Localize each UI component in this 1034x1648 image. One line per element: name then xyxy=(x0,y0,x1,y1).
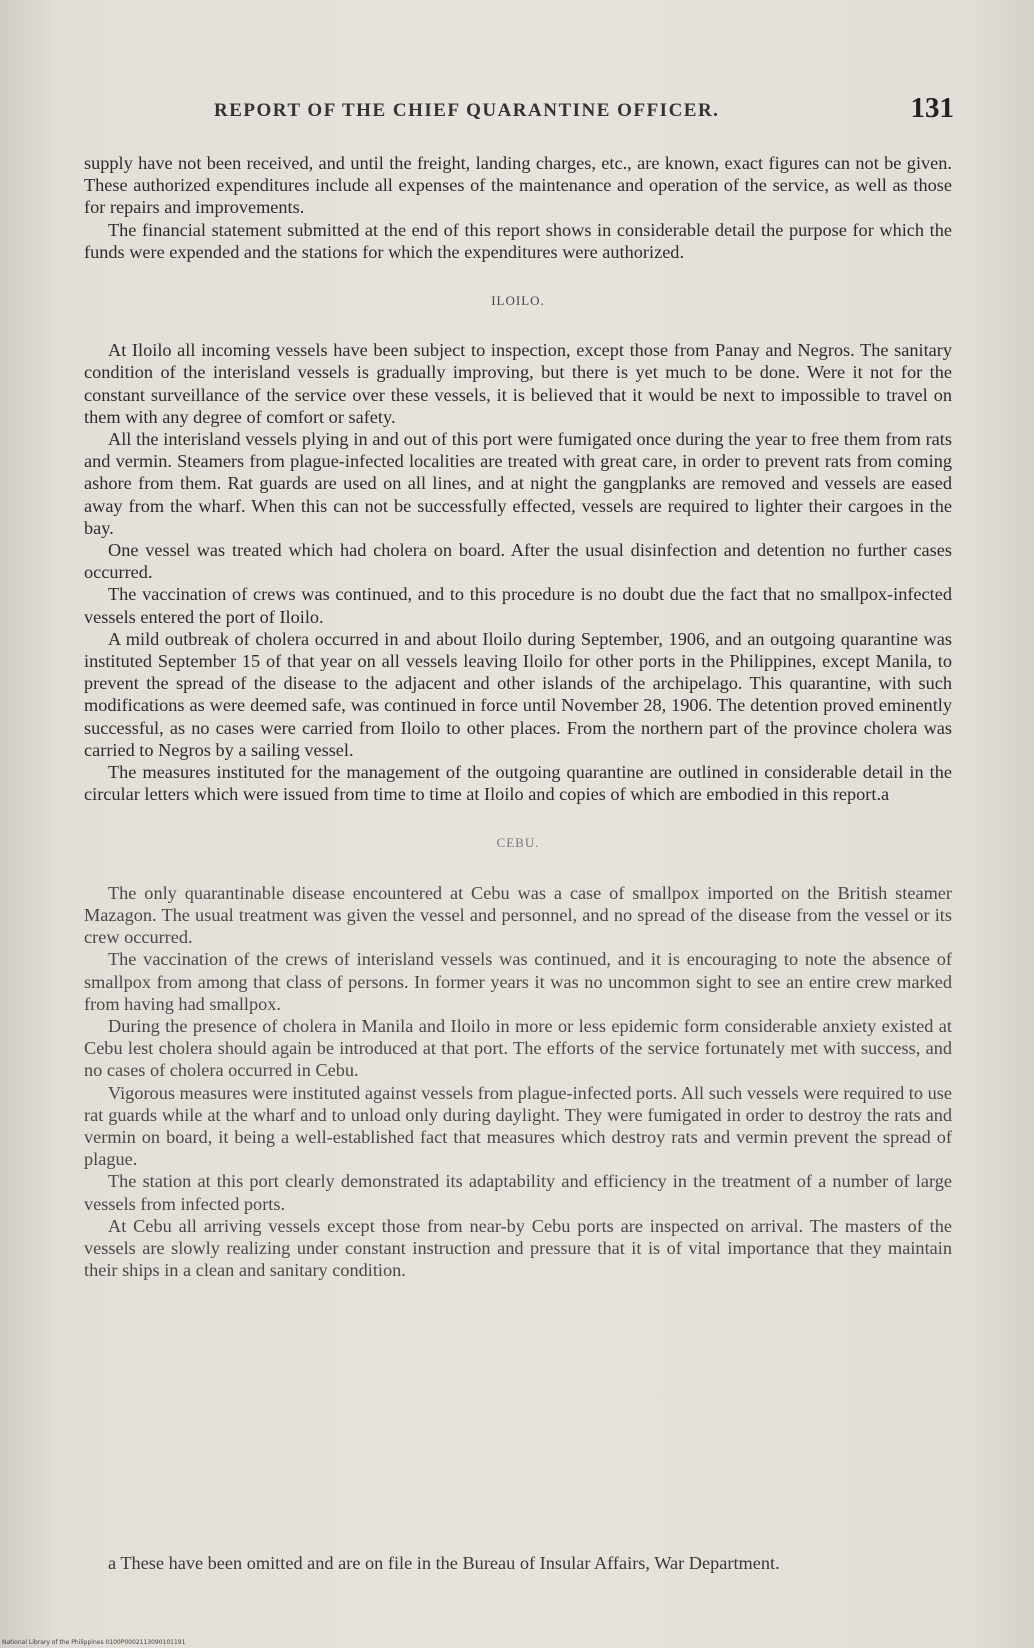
paragraph: The station at this port clearly demonstrated its adaptability and efficiency in the treatment of a number of large vessels from infected ports. xyxy=(84,1171,952,1214)
paragraph: During the presence of cholera in Manila and Iloilo in more or less epidemic form considerable anxiety existed at Cebu lest cholera should again be introduced at that port. The efforts of the service fortunately met with success, and no cases of cholera occurred in Cebu. xyxy=(84,1015,952,1081)
paragraph: The vaccination of crews was continued, and to this procedure is no doubt due the fact that no smallpox-infected vessels entered the port of Iloilo. xyxy=(84,584,952,627)
section-heading: ILOILO. xyxy=(491,293,545,309)
paragraph: A mild outbreak of cholera occurred in and about Iloilo during September, 1906, and an outgoing quarantine was instituted September 15 of that year on all vessels leaving Iloilo for other ports in the Philippines, except Manila, to prevent the spread of the disease to the adjacent and other islands of the archipelago. This quarantine, with such modifications as were deemed safe, was continued in force until November 28, 1906. The detention proved eminently successful, as no cases were carried from Iloilo to other places. From the northern part of the province cholera was carried to Negros by a sailing vessel. xyxy=(84,628,952,760)
section-iloilo xyxy=(84,290,952,805)
paragraph: Vigorous measures were instituted against vessels from plague-infected ports. All such vessels were required to use rat guards while at the wharf and to unload only during daylight. They were fumigated in order to destroy the rats and vermin on board, it being a well-established fact that measures which destroy rats and vermin prevent the spread of plague. xyxy=(84,1082,952,1170)
paragraph: The measures instituted for the management of the outgoing quarantine are outlined in considerable detail in the circular letters which were issued from time to time at Iloilo and copies of which are embodied in this report.a xyxy=(84,762,952,805)
paragraph: At Cebu all arriving vessels except those from near-by Cebu ports are inspected on arrival. The masters of the vessels are slowly realizing under constant instruction and pressure that it is of vital importance that they maintain their ships in a clean and sanitary condition. xyxy=(84,1215,952,1281)
paragraph: The financial statement submitted at the end of this report shows in considerable detail the purpose for which the funds were expended and the stations for which the expenditures were authorized. xyxy=(84,219,952,262)
page-number: 131 xyxy=(910,92,954,124)
section-intro xyxy=(84,152,952,263)
scan-credit: National Library of the Philippines 0100P0002113090101191 xyxy=(2,1639,186,1646)
running-title: REPORT OF THE CHIEF QUARANTINE OFFICER. xyxy=(214,100,720,121)
paragraph: The vaccination of the crews of interisland vessels was continued, and it is encouraging to note the absence of smallpox from among that class of persons. In former years it was no uncommon sight to see an entire crew marked from having had smallpox. xyxy=(84,949,952,1014)
paragraph: supply have not been received, and until the freight, landing charges, etc., are known, exact figures can not be given. These authorized expenditures include all expenses of the maintenance and operation of the service, as well as those for repairs and improvements. xyxy=(84,153,952,218)
paragraph: One vessel was treated which had cholera on board. After the usual disinfection and detention no further cases occurred. xyxy=(84,540,952,583)
section-cebu xyxy=(84,832,952,1281)
footnote: a These have been omitted and are on file in the Bureau of Insular Affairs, War Department. xyxy=(108,1553,780,1573)
page-body xyxy=(84,152,952,1281)
section-heading: CEBU. xyxy=(496,835,540,851)
paragraph: The only quarantinable disease encountered at Cebu was a case of smallpox imported on the British steamer Mazagon. The usual treatment was given the vessel and personnel, and no spread of the disease from the vessel or its crew occurred. xyxy=(84,882,952,948)
paragraph: At Iloilo all incoming vessels have been subject to inspection, except those from Panay and Negros. The sanitary condition of the interisland vessels is gradually improving, but there is yet much to be done. Were it not for the constant surveillance of the service over these vessels, it is believed that it would be next to impossible to travel on them with any degree of comfort or safety. xyxy=(84,340,952,427)
page-header xyxy=(214,92,954,132)
paragraph: All the interisland vessels plying in and out of this port were fumigated once during the year to free them from rats and vermin. Steamers from plague-infected localities are treated with great care, in order to prevent rats from coming ashore from them. Rat guards are used on all lines, and at night the gangplanks are removed and vessels are eased away from the wharf. When this can not be successfully effected, vessels are required to lighter their cargoes in the bay. xyxy=(84,429,952,538)
